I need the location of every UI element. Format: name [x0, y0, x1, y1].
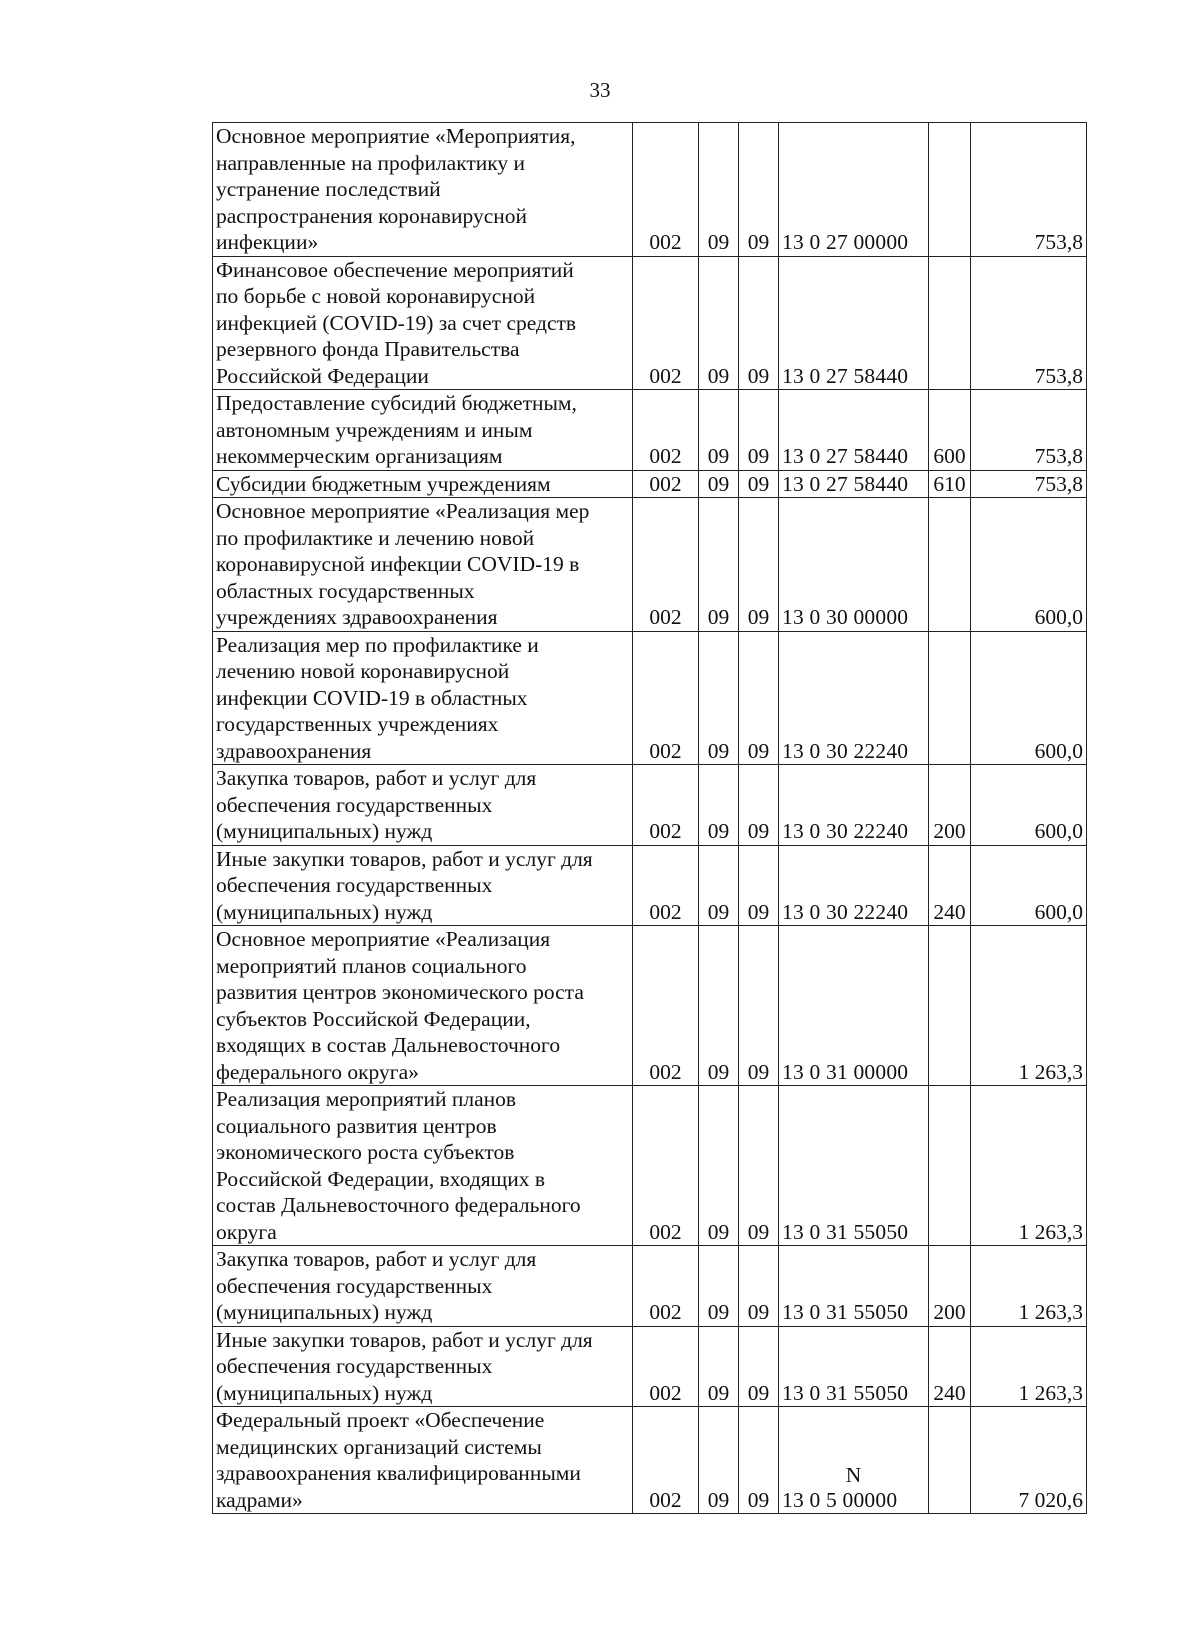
grbs-code-cell-value: 002	[649, 1380, 682, 1405]
subsection-code-cell-value: 09	[747, 230, 770, 254]
target-article-cell	[779, 470, 929, 498]
row-name-line: направленные на профилактику и	[216, 150, 526, 175]
row-name-cell	[213, 390, 633, 471]
expense-type-cell-value: 200	[933, 1300, 966, 1324]
grbs-code-cell	[633, 1407, 699, 1514]
row-name-line: автономным учреждениям и иным	[216, 417, 533, 442]
row-name-cell	[213, 631, 633, 765]
amount-cell-value: 753,8	[1034, 471, 1083, 496]
amount-cell-value: 1 263,3	[1018, 1300, 1083, 1324]
row-name-cell	[213, 498, 633, 632]
section-code-cell	[699, 470, 739, 498]
section-code-cell	[699, 123, 739, 257]
table-row	[213, 470, 1087, 498]
row-name-line: Основное мероприятие «Реализация мер	[216, 499, 590, 523]
row-name-cell	[213, 1086, 633, 1246]
target-article-cell	[779, 498, 929, 632]
section-code-cell-value: 09	[707, 444, 730, 468]
expense-type-cell	[929, 256, 971, 390]
section-code-cell	[699, 926, 739, 1086]
amount-cell-value: 753,8	[1034, 444, 1083, 468]
subsection-code-cell-value: 09	[747, 738, 770, 763]
row-name-line: обеспечения государственных	[216, 873, 493, 897]
grbs-code-cell-value: 002	[649, 1059, 682, 1084]
amount-cell-value: 753,8	[1034, 230, 1083, 254]
amount-cell	[971, 470, 1087, 498]
row-name-line: Российской Федерации	[216, 363, 429, 388]
target-article-cell	[779, 631, 929, 765]
row-name-line: Федеральный проект «Обеспечение	[216, 1408, 545, 1432]
row-name-line: некоммерческим организациям	[216, 444, 503, 468]
amount-cell	[971, 631, 1087, 765]
row-name-line: (муниципальных) нужд	[216, 819, 433, 843]
row-name-line: устранение последствий	[216, 177, 441, 201]
row-name-line: входящих в состав Дальневосточного	[216, 1033, 561, 1057]
row-name-line: Основное мероприятие «Мероприятия,	[216, 124, 576, 148]
grbs-code-cell-value: 002	[649, 1219, 682, 1244]
table-row	[213, 1326, 1087, 1407]
grbs-code-cell-value: 002	[649, 819, 682, 843]
row-name-line: состав Дальневосточного федерального	[216, 1193, 581, 1217]
expense-type-cell	[929, 1407, 971, 1514]
row-name-line: Иные закупки товаров, работ и услуг для	[216, 846, 593, 871]
row-name-line: Иные закупки товаров, работ и услуг для	[216, 1327, 593, 1352]
target-article-cell	[779, 123, 929, 257]
row-name-line: здравоохранения	[216, 738, 372, 763]
row-name-line: кадрами»	[216, 1487, 303, 1512]
grbs-code-cell	[633, 765, 699, 846]
expense-type-cell-value: 240	[933, 1380, 966, 1405]
table-row	[213, 1086, 1087, 1246]
subsection-code-cell	[739, 631, 779, 765]
table-row	[213, 1246, 1087, 1327]
section-code-cell	[699, 1246, 739, 1327]
budget-table	[212, 122, 1087, 1514]
target-article-cell	[779, 926, 929, 1086]
grbs-code-cell	[633, 470, 699, 498]
row-name-line: лечению новой коронавирусной	[216, 659, 510, 683]
expense-type-cell-value: 600	[933, 444, 966, 468]
amount-cell	[971, 123, 1087, 257]
subsection-code-cell	[739, 1326, 779, 1407]
table-row	[213, 631, 1087, 765]
target-article-cell	[779, 256, 929, 390]
target-article-cell	[779, 1326, 929, 1407]
row-name-cell	[213, 765, 633, 846]
expense-type-cell	[929, 1086, 971, 1246]
section-code-cell	[699, 845, 739, 926]
section-code-cell-value: 09	[707, 1300, 730, 1324]
expense-type-cell	[929, 765, 971, 846]
section-code-cell	[699, 256, 739, 390]
csr-prefix: N	[845, 1462, 862, 1487]
row-name-line: здравоохранения квалифицированными	[216, 1461, 581, 1485]
section-code-cell	[699, 631, 739, 765]
grbs-code-cell-value: 002	[649, 899, 682, 924]
grbs-code-cell	[633, 845, 699, 926]
subsection-code-cell-value: 09	[747, 819, 770, 843]
amount-cell	[971, 498, 1087, 632]
row-name-cell	[213, 1246, 633, 1327]
amount-cell-value: 1 263,3	[1018, 1380, 1083, 1405]
amount-cell-value: 600,0	[1034, 605, 1083, 629]
subsection-code-cell	[739, 1086, 779, 1246]
expense-type-cell	[929, 390, 971, 471]
expense-type-cell	[929, 926, 971, 1086]
expense-type-cell	[929, 470, 971, 498]
amount-cell-value: 1 263,3	[1018, 1219, 1083, 1244]
table-row	[213, 123, 1087, 257]
target-article-cell-value: 13 0 31 55050	[782, 1219, 909, 1244]
table-row	[213, 1407, 1087, 1514]
subsection-code-cell	[739, 1246, 779, 1327]
amount-cell-value: 753,8	[1034, 363, 1083, 388]
row-name-line: экономического роста субъектов	[216, 1140, 515, 1164]
target-article-cell-value: 13 0 27 58440	[782, 444, 909, 468]
row-name-line: по профилактике и лечению новой	[216, 525, 535, 550]
amount-cell	[971, 256, 1087, 390]
subsection-code-cell-value: 09	[747, 363, 770, 388]
amount-cell-value: 600,0	[1034, 899, 1083, 924]
row-name-line: резервного фонда Правительства	[216, 337, 520, 361]
grbs-code-cell-value: 002	[649, 1300, 682, 1324]
row-name-line: Предоставление субсидий бюджетным,	[216, 391, 577, 415]
subsection-code-cell-value: 09	[747, 471, 770, 496]
section-code-cell	[699, 390, 739, 471]
amount-cell	[971, 1086, 1087, 1246]
subsection-code-cell	[739, 256, 779, 390]
target-article-cell-value: 13 0 31 55050	[782, 1300, 909, 1324]
grbs-code-cell	[633, 123, 699, 257]
row-name-line: развития центров экономического роста	[216, 980, 584, 1004]
amount-cell	[971, 1326, 1087, 1407]
target-article-cell-value: 13 0 30 00000	[782, 605, 909, 629]
subsection-code-cell	[739, 1407, 779, 1514]
row-name-line: инфекции»	[216, 230, 319, 254]
table-row	[213, 926, 1087, 1086]
expense-type-cell	[929, 1326, 971, 1407]
section-code-cell	[699, 1326, 739, 1407]
section-code-cell-value: 09	[707, 1059, 730, 1084]
amount-cell	[971, 1407, 1087, 1514]
table-row	[213, 390, 1087, 471]
row-name-line: инфекцией (COVID-19) за счет средств	[216, 310, 577, 335]
section-code-cell-value: 09	[707, 738, 730, 763]
subsection-code-cell	[739, 498, 779, 632]
grbs-code-cell	[633, 926, 699, 1086]
grbs-code-cell	[633, 1086, 699, 1246]
subsection-code-cell	[739, 845, 779, 926]
row-name-line: инфекции COVID-19 в областных	[216, 685, 528, 710]
target-article-cell-value: 13 0 31 55050	[782, 1380, 909, 1405]
row-name-line: по борьбе с новой коронавирусной	[216, 284, 536, 308]
section-code-cell	[699, 1407, 739, 1514]
subsection-code-cell-value: 09	[747, 1487, 770, 1512]
expense-type-cell-value: 240	[933, 899, 966, 924]
row-name-line: областных государственных	[216, 578, 475, 603]
grbs-code-cell-value: 002	[649, 1487, 682, 1512]
grbs-code-cell-value: 002	[649, 230, 682, 254]
section-code-cell	[699, 765, 739, 846]
subsection-code-cell	[739, 470, 779, 498]
section-code-cell-value: 09	[707, 1487, 730, 1512]
budget-table-body	[213, 123, 1087, 1514]
target-article-cell	[779, 1407, 929, 1514]
row-name-line: Закупка товаров, работ и услуг для	[216, 1247, 537, 1271]
row-name-line: государственных учреждениях	[216, 712, 499, 736]
grbs-code-cell-value: 002	[649, 444, 682, 468]
row-name-line: социального развития центров	[216, 1113, 497, 1138]
section-code-cell-value: 09	[707, 1219, 730, 1244]
subsection-code-cell-value: 09	[747, 1300, 770, 1324]
table-row	[213, 498, 1087, 632]
amount-cell-value: 1 263,3	[1018, 1059, 1083, 1084]
section-code-cell-value: 09	[707, 230, 730, 254]
row-name-line: коронавирусной инфекции COVID-19 в	[216, 552, 580, 576]
subsection-code-cell	[739, 926, 779, 1086]
grbs-code-cell	[633, 256, 699, 390]
amount-cell	[971, 926, 1087, 1086]
target-article-cell	[779, 1246, 929, 1327]
target-article-cell-value: 13 0 30 22240	[782, 819, 909, 843]
amount-cell	[971, 390, 1087, 471]
amount-cell	[971, 765, 1087, 846]
grbs-code-cell	[633, 1326, 699, 1407]
subsection-code-cell	[739, 390, 779, 471]
row-name-cell	[213, 926, 633, 1086]
row-name-line: обеспечения государственных	[216, 792, 493, 817]
section-code-cell-value: 09	[707, 1380, 730, 1405]
subsection-code-cell	[739, 123, 779, 257]
target-article-cell	[779, 845, 929, 926]
amount-cell	[971, 1246, 1087, 1327]
row-name-line: учреждениях здравоохранения	[216, 605, 498, 629]
page-number: 33	[589, 78, 611, 102]
expense-type-cell-value: 610	[933, 471, 966, 496]
row-name-line: субъектов Российской Федерации,	[216, 1006, 531, 1031]
target-article-cell	[779, 765, 929, 846]
row-name-line: Финансовое обеспечение мероприятий	[216, 257, 574, 282]
grbs-code-cell	[633, 498, 699, 632]
grbs-code-cell	[633, 631, 699, 765]
target-article-cell-value: 13 0 31 00000	[782, 1059, 909, 1084]
row-name-line: (муниципальных) нужд	[216, 1300, 433, 1324]
table-row	[213, 765, 1087, 846]
target-article-cell-value: 13 0 27 58440	[782, 471, 909, 496]
grbs-code-cell-value: 002	[649, 738, 682, 763]
subsection-code-cell-value: 09	[747, 444, 770, 468]
amount-cell-value: 600,0	[1034, 738, 1083, 763]
expense-type-cell-value: 200	[933, 819, 966, 843]
row-name-line: округа	[216, 1219, 277, 1244]
section-code-cell-value: 09	[707, 605, 730, 629]
section-code-cell	[699, 498, 739, 632]
table-row	[213, 845, 1087, 926]
amount-cell-value: 600,0	[1034, 819, 1083, 843]
amount-cell-value: 7 020,6	[1018, 1487, 1083, 1512]
row-name-line: Российской Федерации, входящих в	[216, 1166, 545, 1191]
expense-type-cell	[929, 498, 971, 632]
row-name-cell	[213, 1407, 633, 1514]
subsection-code-cell-value: 09	[747, 899, 770, 924]
grbs-code-cell-value: 002	[649, 363, 682, 388]
expense-type-cell	[929, 123, 971, 257]
target-article-cell-value: 13 0 27 58440	[782, 363, 909, 388]
row-name-line: Реализация мер по профилактике и	[216, 632, 539, 657]
subsection-code-cell-value: 09	[747, 605, 770, 629]
subsection-code-cell-value: 09	[747, 1059, 770, 1084]
target-article-cell-value: 13 0 27 00000	[782, 230, 909, 254]
row-name-cell	[213, 256, 633, 390]
subsection-code-cell-value: 09	[747, 1219, 770, 1244]
row-name-line: медицинских организаций системы	[216, 1434, 542, 1459]
row-name-line: (муниципальных) нужд	[216, 899, 433, 924]
row-name-cell	[213, 1326, 633, 1407]
row-name-cell	[213, 470, 633, 498]
row-name-line: Основное мероприятие «Реализация	[216, 927, 551, 951]
grbs-code-cell-value: 002	[649, 605, 682, 629]
target-article-cell-value: 13 0 30 22240	[782, 899, 909, 924]
row-name-line: распространения коронавирусной	[216, 203, 528, 228]
section-code-cell-value: 09	[707, 819, 730, 843]
row-name-line: (муниципальных) нужд	[216, 1380, 433, 1405]
table-row	[213, 256, 1087, 390]
expense-type-cell	[929, 1246, 971, 1327]
row-name-line: федерального округа»	[216, 1059, 419, 1084]
expense-type-cell	[929, 631, 971, 765]
row-name-cell	[213, 845, 633, 926]
target-article-cell-value: 13 0 30 22240	[782, 738, 909, 763]
target-article-cell	[779, 1086, 929, 1246]
section-code-cell	[699, 1086, 739, 1246]
row-name-line: Закупка товаров, работ и услуг для	[216, 766, 537, 790]
amount-cell	[971, 845, 1087, 926]
subsection-code-cell-value: 09	[747, 1380, 770, 1405]
row-name-cell	[213, 123, 633, 257]
subsection-code-cell	[739, 765, 779, 846]
grbs-code-cell	[633, 1246, 699, 1327]
row-name-line: обеспечения государственных	[216, 1354, 493, 1378]
target-article-cell	[779, 390, 929, 471]
grbs-code-cell	[633, 390, 699, 471]
row-name-line: Субсидии бюджетным учреждениям	[216, 471, 551, 496]
expense-type-cell	[929, 845, 971, 926]
section-code-cell-value: 09	[707, 363, 730, 388]
row-name-line: мероприятий планов социального	[216, 953, 527, 978]
row-name-line: обеспечения государственных	[216, 1273, 493, 1298]
target-article-cell-value: 13 0 5 00000	[782, 1487, 898, 1512]
section-code-cell-value: 09	[707, 899, 730, 924]
section-code-cell-value: 09	[707, 471, 730, 496]
grbs-code-cell-value: 002	[649, 471, 682, 496]
row-name-line: Реализация мероприятий планов	[216, 1087, 517, 1111]
